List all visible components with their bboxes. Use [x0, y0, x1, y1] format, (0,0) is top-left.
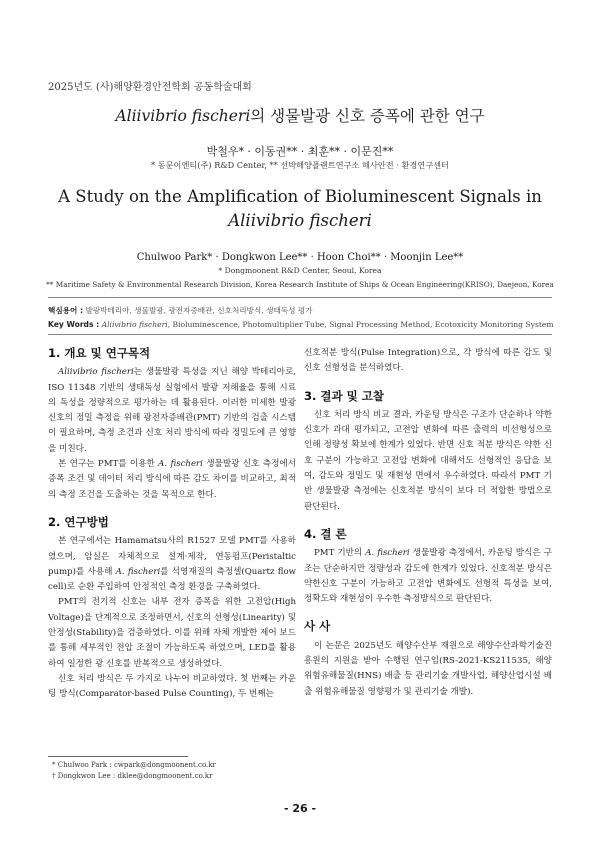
section-1-paragraph-2 — [48, 457, 296, 503]
footnote-divider — [48, 756, 188, 757]
authors-english: Chulwoo Park* · Dongkwon Lee** · Hoon Choi** · Moonjin Lee** — [136, 252, 464, 263]
section-1-paragraph-1 — [48, 365, 296, 457]
affiliation-english-2: ** Maritime Safety & Environmental Research Division, Korea Research Institute of Ships & Ocean Engineering(KRISO), Daejeon, Korea — [46, 280, 554, 289]
s1-p1-text: 는 생물발광 특성을 지닌 해양 박테리아로, ISO 11348 기반의 생태독성 실험에서 발광 저해율을 통해 시료의 독성을 정량적으로 평가하는 데 활용된다. 이러한 미세한 발광 신호의 정밀 측정을 위해 광전자증배관(PMT) 기반의 검출 시스템이 필요하며, 측정 조건과 신호 처리 방식에 따라 정밀도에 큰 영향을 미친다. — [48, 367, 296, 454]
divider-top — [48, 297, 552, 298]
s4-species: A. fischeri — [365, 548, 410, 559]
s2-p1-b: 를 석영재질의 측정셀(Quartz flow cell)로 순환 주입하여 안정적인 측정 환경을 구축하였다. — [48, 566, 296, 593]
footnote-2: † Dongkwon Lee : dklee@dongmoonent.co.kr — [52, 772, 213, 780]
section-3-paragraph: 신호 처리 방식 비교 결과, 카운팅 방식은 구조가 단순하나 약한 신호가 과대 평가되고, 고전압 변화에 따른 출력의 비선형성으로 인해 정량성 확보에 한계가 있었다. 반면 신호 적분 방식은 약한 신호 구분이 가능하고 고전압 변화에 대해서도 선형적인 응답을 보여, 감도와 정밀도 및 재현성 면에서 우수하였다. 따라서 PMT 기반 생물발광 측정에는 신호적분 방식이 보다 더 적합한 방법으로 판단된다. — [304, 409, 552, 512]
divider-bottom — [48, 334, 552, 335]
footnote-1: * Chulwoo Park : cwpark@dongmoonent.co.kr — [52, 761, 216, 769]
title-korean-species: Aliivibrio fischeri — [115, 107, 251, 125]
s1-p2-b: 생물발광 신호 측정에서 증폭 조건 및 데이터 처리 방식에 따른 감도 차이를 비교하고, 최적의 측정 조건을 도출하는 것을 목적으로 한다. — [48, 459, 296, 500]
acknowledgement-heading: 사 사 — [304, 619, 331, 634]
title-korean — [0, 104, 600, 126]
section-2-paragraph-2: PMT의 전기적 신호는 내부 전자 증폭을 위한 고전압(High Voltage)을 단계적으로 조정하면서, 신호의 선형성(Linearity) 및 안정성(Stability)을 검증하였다. 이를 위해 자체 개발한 제어 보드를 통해 세부적인 전압 조절이 가능하도록 하였으며, LED를 활용하여 일정한 광 신호를 반복적으로 생성하였다. — [48, 597, 296, 669]
section-2-paragraph-3: 신호 처리 방식은 두 가지로 나누어 비교하였다. 첫 번째는 카운팅 방식(Comparator-based Pulse Counting), 두 번째는 — [48, 673, 296, 700]
keywords-english-text: , Bioluminescence, Photomultiplier Tube, Signal Processing Method, Ecotoxicity Monitoring System — [167, 320, 554, 329]
s1-p2-a: 본 연구는 PMT를 이용한 — [58, 459, 159, 470]
section-4-heading: 4. 결 론 — [304, 526, 347, 541]
acknowledgement-paragraph: 이 논문은 2025년도 해양수산부 재원으로 해양수산과학기술진흥원의 지원을 받아 수행된 연구임(RS-2021-KS211535, 해양 위험유해물질(HNS) 배출 등 관리기술 개발사업, 해양산업시설 배출 위험유해물질 영향평가 및 관리기술 개발). — [304, 640, 552, 697]
keywords-english-species: Aliivibrio fischeri — [101, 320, 168, 329]
s4-p1-b: 생물발광 측정에서, 카운팅 방식은 구조는 단순하지만 정량성과 감도에 한계가 있었다. 신호적분 방식은 약한신호 구분이 가능하고 고전압 변화에도 선형적 특성을 보여, 정확도와 재현성이 우수한 측정방식으로 판단된다. — [304, 548, 552, 605]
affiliation-korean: * 동문이엔티(주) R&D Center, ** 선박해양플랜트연구소 해사안전 · 환경연구센터 — [151, 160, 449, 170]
keywords-korean-label: 핵심용어 : — [48, 306, 84, 315]
title-korean-rest: 의 생물발광 신호 증폭에 관한 연구 — [250, 107, 485, 125]
s4-p1-a: PMT 기반의 — [314, 548, 366, 559]
keywords-english — [48, 318, 568, 332]
section-1-heading: 1. 개요 및 연구목적 — [48, 346, 151, 360]
s1-species: Aliivibrio fischeri — [58, 367, 134, 378]
section-4-paragraph — [304, 546, 552, 607]
section-2-paragraph-1 — [48, 534, 296, 595]
page-number: - 26 - — [283, 802, 317, 815]
s1-p2-species: A. fischeri — [158, 459, 203, 470]
section-2-continuation: 신호적분 방식(Pulse Integration)으로, 각 방식에 따른 감도 및 신호 선형성을 분석하였다. — [304, 348, 552, 374]
s2-p1-species: A. fischeri — [115, 566, 161, 577]
title-english — [0, 185, 600, 233]
section-3-heading: 3. 결과 및 고찰 — [304, 388, 384, 403]
keywords-korean-text: 발광박테리아, 생물발광, 광전자증배관, 신호처리방식, 생태독성 평가 — [85, 306, 313, 315]
keywords-english-label: Key Words : — [48, 320, 100, 329]
section-2-heading: 2. 연구방법 — [48, 514, 109, 529]
right-column — [304, 346, 552, 700]
keywords-block — [48, 304, 568, 332]
title-english-line2: Aliivibrio fischeri — [228, 211, 372, 230]
conference-header: 2025년도 (사)해양환경안전학회 공동학술대회 — [48, 82, 252, 93]
keywords-korean — [48, 304, 568, 318]
left-column — [48, 346, 296, 703]
s2-p1-a: 본 연구에서는 Hamamatsu사의 R1527 모델 PMT를 사용하였으며, 암실은 자체적으로 설계·제작, 연동펌프(Peristaltic pump)를 사용해 — [48, 536, 296, 577]
title-english-line1: A Study on the Amplification of Bioluminescent Signals in — [58, 187, 542, 206]
authors-korean: 박철우* · 이동권** · 최훈** · 이문진** — [206, 145, 394, 158]
affiliation-english-1: * Dongmoonent R&D Center, Seoul, Korea — [218, 266, 382, 275]
